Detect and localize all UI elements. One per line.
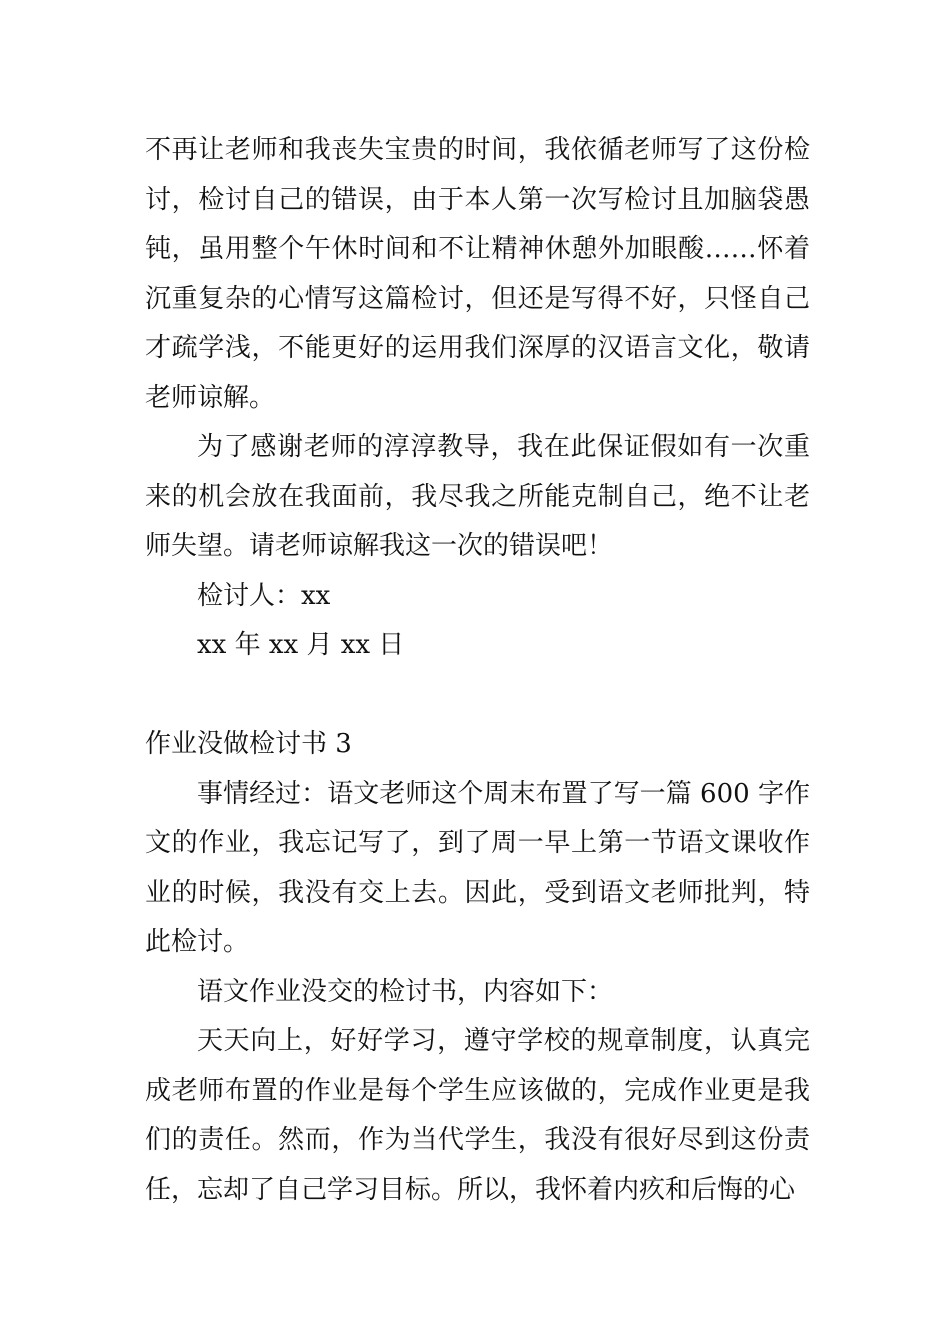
paragraph-apology-body: 不再让老师和我丧失宝贵的时间，我依循老师写了这份检讨，检讨自己的错误，由于本人第一次写检讨且加脑袋愚钝，虽用整个午休时间和不让精神休憩外加眼酸……怀着沉重复杂的心情写这篇检讨，但还是写得不好，只怪自己才疏学浅，不能更好的运用我们深厚的汉语言文化，敬请老师谅解。 <box>145 135 810 413</box>
document-body <box>145 126 810 1215</box>
paragraph-reflection: 天天向上，好好学习，遵守学校的规章制度，认真完成老师布置的作业是每个学生应该做的，完成作业更是我们的责任。然而，作为当代学生，我没有很好尽到这份责任，忘却了自己学习目标。所以，我怀着内疚和后悔的心 <box>145 1026 810 1205</box>
section-title: 作业没做检讨书 3 <box>145 729 352 759</box>
section-spacer <box>145 671 810 721</box>
paragraph-promise: 为了感谢老师的淳淳教导，我在此保证假如有一次重来的机会放在我面前，我尽我之所能克制自己，绝不让老师失望。请老师谅解我这一次的错误吧！ <box>145 432 810 561</box>
paragraph-intro: 语文作业没交的检讨书，内容如下： <box>197 976 614 1007</box>
date-line: xx 年 xx 月 xx 日 <box>197 630 405 660</box>
paragraph-incident: 事情经过：语文老师这个周末布置了写一篇 600 字作文的作业，我忘记写了，到了周一早上第一节语文课收作业的时候，我没有交上去。因此，受到语文老师批判，特此检讨。 <box>145 778 810 957</box>
signature-line: 检讨人：xx <box>197 580 331 611</box>
